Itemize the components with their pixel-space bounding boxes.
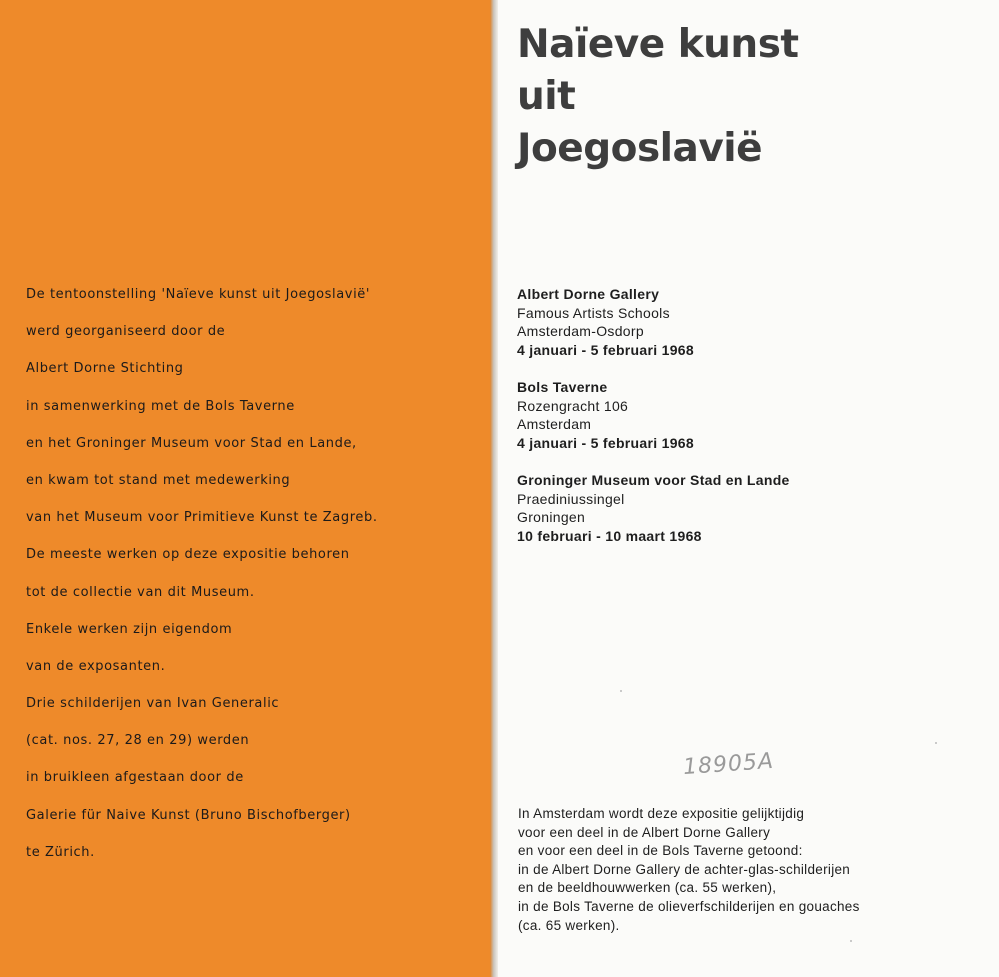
venue-address: Praediniussingel	[517, 490, 625, 507]
org-line: (cat. nos. 27, 28 en 29) werden	[26, 733, 250, 749]
title-line: Naïeve kunst	[517, 22, 799, 67]
note-line: en voor een deel in de Bols Taverne getoond:	[518, 843, 803, 859]
note-line: voor een deel in de Albert Dorne Gallery	[518, 824, 771, 840]
venue-address: Groningen	[517, 509, 586, 526]
title-line: uit	[517, 74, 576, 119]
org-line: en kwam tot stand met medewerking	[26, 472, 291, 488]
paper-speck	[850, 940, 852, 942]
org-line: Albert Dorne Stichting	[26, 361, 184, 377]
venue-dates: 4 januari - 5 februari 1968	[517, 435, 694, 452]
venue-dates: 4 januari - 5 februari 1968	[517, 342, 694, 359]
venue-groninger-museum	[517, 471, 790, 546]
venue-bols-taverne	[517, 378, 694, 453]
note-line: (ca. 65 werken).	[518, 917, 620, 933]
paper-speck	[620, 690, 622, 692]
handwritten-catalog-number: 18905A	[682, 748, 775, 781]
amsterdam-note	[518, 805, 860, 935]
note-line: In Amsterdam wordt deze expositie gelijktijdig	[518, 806, 805, 821]
organization-text	[26, 286, 378, 881]
org-line: werd georganiseerd door de	[26, 324, 226, 340]
org-line: Drie schilderijen van Ivan Generalic	[26, 696, 280, 712]
venue-dates: 10 februari - 10 maart 1968	[517, 528, 702, 545]
org-line: De tentoonstelling 'Naïeve kunst uit Joegoslavië'	[26, 287, 371, 302]
org-line: Enkele werken zijn eigendom	[26, 621, 233, 637]
orange-cover-panel	[0, 0, 493, 977]
page-title	[517, 20, 799, 176]
org-line: in bruikleen afgestaan door de	[26, 770, 244, 786]
venue-address: Rozengracht 106	[517, 397, 629, 414]
note-line: en de beeldhouwwerken (ca. 55 werken),	[518, 880, 777, 896]
title-line: Joegoslavië	[517, 126, 763, 171]
org-line: in samenwerking met de Bols Taverne	[26, 398, 295, 414]
venue-albert-dorne	[517, 285, 694, 360]
venue-name: Albert Dorne Gallery	[517, 286, 660, 302]
note-line: in de Albert Dorne Gallery de achter-glas-schilderijen	[518, 861, 851, 877]
page-fold	[490, 0, 498, 977]
org-line: Galerie für Naive Kunst (Bruno Bischofberger)	[26, 807, 351, 823]
org-line: van de exposanten.	[26, 658, 166, 674]
venue-name: Groninger Museum voor Stad en Lande	[517, 472, 790, 488]
org-line: en het Groninger Museum voor Stad en Lande,	[26, 435, 357, 451]
org-line: De meeste werken op deze expositie behoren	[26, 547, 350, 563]
venue-address: Amsterdam-Osdorp	[517, 323, 644, 340]
org-line: te Zürich.	[26, 844, 95, 860]
note-line: in de Bols Taverne de olieverfschilderijen en gouaches	[518, 898, 860, 914]
venue-name: Bols Taverne	[517, 379, 608, 395]
org-line: van het Museum voor Primitieve Kunst te Zagreb.	[26, 510, 378, 526]
venue-address: Amsterdam	[517, 416, 592, 433]
org-line: tot de collectie van dit Museum.	[26, 584, 255, 600]
paper-speck	[935, 742, 937, 744]
venue-address: Famous Artists Schools	[517, 304, 670, 321]
